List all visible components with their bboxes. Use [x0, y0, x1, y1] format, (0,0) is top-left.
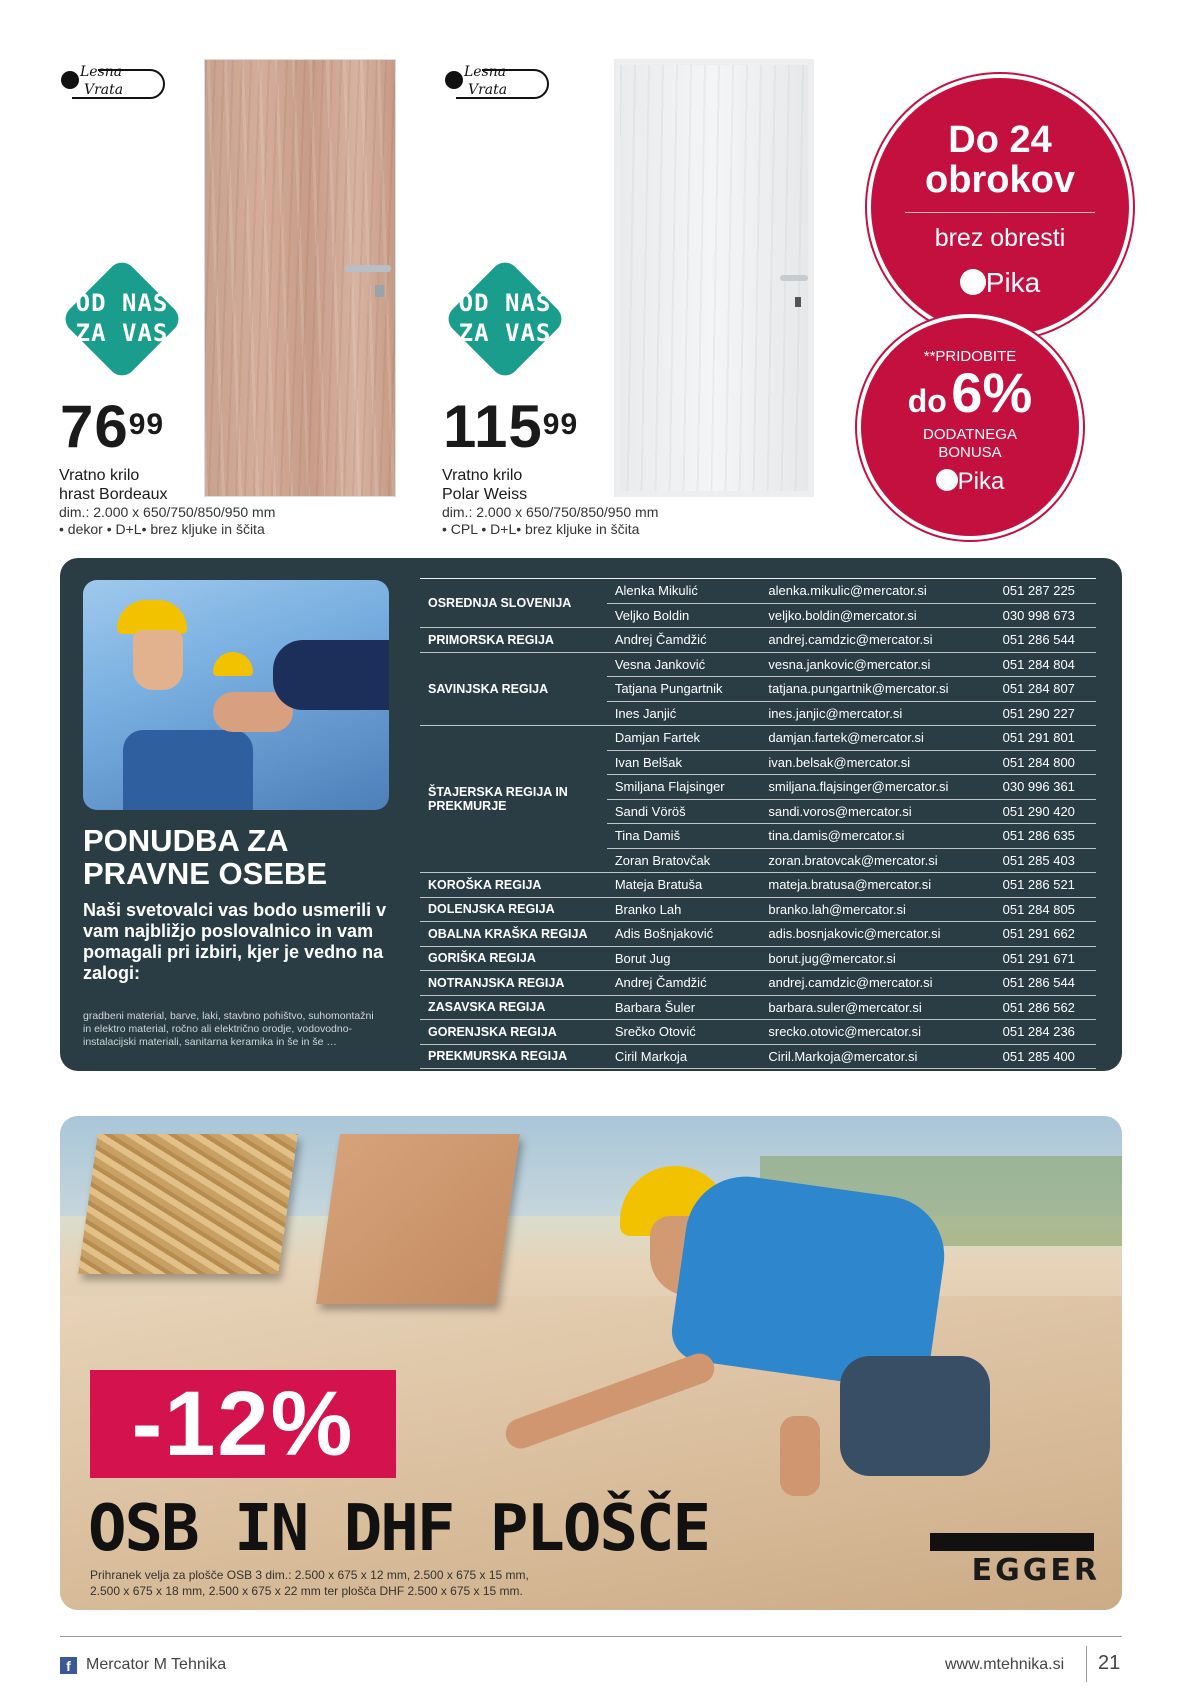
handshake-photo: [83, 580, 389, 810]
price-polar-weiss: [443, 393, 579, 460]
bonus-value: 6%: [951, 361, 1033, 424]
contact-phone[interactable]: 030 996 361: [995, 775, 1096, 800]
contact-name: Branko Lah: [607, 897, 761, 922]
region-name: PRIMORSKA REGIJA: [420, 628, 607, 653]
product-info-bordeaux: [59, 466, 275, 538]
product-features: • dekor • D+L• brez kljuke in ščita: [59, 521, 265, 537]
contact-email[interactable]: tina.damis@mercator.si: [760, 824, 994, 849]
business-title: [83, 824, 327, 890]
contact-email[interactable]: andrej.camdzic@mercator.si: [760, 971, 994, 996]
contact-row: [420, 1020, 1096, 1045]
region-name: OBALNA KRAŠKA REGIJA: [420, 922, 607, 947]
contact-name: Ciril Markoja: [607, 1044, 761, 1069]
contact-email[interactable]: ivan.belsak@mercator.si: [760, 750, 994, 775]
contact-row: [420, 579, 1096, 604]
pika-text: Pika: [957, 468, 1005, 495]
financing-divider: [905, 212, 1095, 213]
contact-phone[interactable]: 051 286 635: [995, 824, 1096, 849]
logo-line1: Lesna: [80, 64, 123, 80]
contact-phone[interactable]: 051 285 403: [995, 848, 1096, 873]
contact-phone[interactable]: 051 284 807: [995, 677, 1096, 702]
od-nas-za-vas-badge: [57, 254, 187, 384]
od-nas-za-vas-badge-2: [440, 254, 570, 384]
footer-url[interactable]: www.mtehnika.si: [945, 1656, 1065, 1673]
contact-row: [420, 995, 1096, 1020]
contact-row: [420, 873, 1096, 898]
osb-board-image: [78, 1134, 298, 1274]
contact-phone[interactable]: 051 290 227: [995, 701, 1096, 726]
contact-row: [420, 897, 1096, 922]
facebook-icon[interactable]: f: [60, 1657, 77, 1674]
contact-phone[interactable]: 030 998 673: [995, 603, 1096, 628]
contact-name: Smiljana Flajsinger: [607, 775, 761, 800]
financing-circle: [871, 78, 1129, 336]
region-name: OSREDNJA SLOVENIJA: [420, 579, 607, 628]
price-dec: 99: [128, 408, 165, 441]
price-bordeaux: [60, 393, 165, 460]
contact-phone[interactable]: 051 286 562: [995, 995, 1096, 1020]
price-int: 76: [60, 393, 129, 460]
footer-page-divider: [1086, 1646, 1087, 1682]
contact-name: Mateja Bratuša: [607, 873, 761, 898]
bonus-line3: DODATNEGA: [923, 426, 1017, 443]
door-lock: [795, 297, 801, 307]
contact-name: Borut Jug: [607, 946, 761, 971]
contact-phone[interactable]: 051 287 225: [995, 579, 1096, 604]
region-name: GORENJSKA REGIJA: [420, 1020, 607, 1045]
contact-email[interactable]: barbara.suler@mercator.si: [760, 995, 994, 1020]
region-name: PREKMURSKA REGIJA: [420, 1044, 607, 1069]
door-handle: [780, 275, 808, 281]
page-number: 21: [1098, 1652, 1121, 1674]
region-name: ZASAVSKA REGIJA: [420, 995, 607, 1020]
egger-logo-bar: [930, 1533, 1094, 1551]
door-image-polar-weiss: [614, 59, 814, 497]
contact-phone[interactable]: 051 284 236: [995, 1020, 1096, 1045]
contact-email[interactable]: tatjana.pungartnik@mercator.si: [760, 677, 994, 702]
pika-logo: [861, 468, 1079, 496]
logo-line2: Vrata: [468, 82, 508, 98]
contact-row: [420, 971, 1096, 996]
badge-line1: OD NAS: [458, 289, 552, 317]
promo-note-line1: Prihranek velja za plošče OSB 3 dim.: 2.500 x 675 x 12 mm, 2.500 x 675 x 15 mm,: [90, 1568, 529, 1582]
contact-row: [420, 652, 1096, 677]
contact-phone[interactable]: 051 290 420: [995, 799, 1096, 824]
footer-divider: [60, 1636, 1122, 1637]
contact-phone[interactable]: 051 284 805: [995, 897, 1096, 922]
discount-value: -12%: [131, 1373, 355, 1475]
contact-email[interactable]: vesna.jankovic@mercator.si: [760, 652, 994, 677]
contact-email[interactable]: branko.lah@mercator.si: [760, 897, 994, 922]
bonus-line4: BONUSA: [938, 444, 1002, 461]
contact-phone[interactable]: 051 291 801: [995, 726, 1096, 751]
financing-line1: Do 24: [948, 119, 1052, 161]
contact-name: Adis Bošnjaković: [607, 922, 761, 947]
price-dec: 99: [542, 408, 579, 441]
contact-email[interactable]: damjan.fartek@mercator.si: [760, 726, 994, 751]
contact-phone[interactable]: 051 284 804: [995, 652, 1096, 677]
contact-row: [420, 628, 1096, 653]
contact-name: Alenka Mikulić: [607, 579, 761, 604]
contact-phone[interactable]: 051 285 400: [995, 1044, 1096, 1069]
product-name-line2: hrast Bordeaux: [59, 486, 168, 503]
region-name: DOLENJSKA REGIJA: [420, 897, 607, 922]
contact-phone[interactable]: 051 291 662: [995, 922, 1096, 947]
region-name: ŠTAJERSKA REGIJA IN PREKMURJE: [420, 726, 607, 873]
contact-name: Andrej Čamdžić: [607, 628, 761, 653]
contact-email[interactable]: zoran.bratovcak@mercator.si: [760, 848, 994, 873]
door-handle: [345, 265, 391, 272]
contact-email[interactable]: veljko.boldin@mercator.si: [760, 603, 994, 628]
business-title-line1: PONUDBA ZA: [83, 823, 289, 858]
contact-name: Vesna Janković: [607, 652, 761, 677]
promo-note-line2: 2.500 x 675 x 18 mm, 2.500 x 675 x 22 mm ter plošča DHF 2.500 x 675 x 15 mm.: [90, 1584, 523, 1598]
pika-logo: [871, 268, 1129, 298]
bonus-circle: [861, 318, 1079, 536]
contact-email[interactable]: andrej.camdzic@mercator.si: [760, 628, 994, 653]
product-dims: dim.: 2.000 x 650/750/850/950 mm: [442, 504, 659, 520]
door-image-bordeaux: [204, 59, 396, 497]
contact-name: Sandi Vöröš: [607, 799, 761, 824]
contact-email[interactable]: smiljana.flajsinger@mercator.si: [760, 775, 994, 800]
contact-name: Barbara Šuler: [607, 995, 761, 1020]
contact-phone[interactable]: 051 286 544: [995, 971, 1096, 996]
contact-phone[interactable]: 051 286 544: [995, 628, 1096, 653]
business-title-line2: PRAVNE OSEBE: [83, 856, 328, 891]
contact-name: Ivan Belšak: [607, 750, 761, 775]
contact-row: [420, 922, 1096, 947]
contact-phone[interactable]: 051 284 800: [995, 750, 1096, 775]
region-name: GORIŠKA REGIJA: [420, 946, 607, 971]
contact-phone[interactable]: 051 291 671: [995, 946, 1096, 971]
promo-note: [90, 1567, 529, 1599]
price-int: 115: [443, 393, 543, 460]
contact-name: Tatjana Pungartnik: [607, 677, 761, 702]
product-name-line2: Polar Weiss: [442, 486, 528, 503]
contact-email[interactable]: alenka.mikulic@mercator.si: [760, 579, 994, 604]
contact-email[interactable]: mateja.bratusa@mercator.si: [760, 873, 994, 898]
product-dims: dim.: 2.000 x 650/750/850/950 mm: [59, 504, 276, 520]
logo-line2: Vrata: [84, 82, 124, 98]
footer-facebook-page[interactable]: Mercator M Tehnika: [86, 1656, 227, 1673]
badge-line1: OD NAS: [75, 289, 169, 317]
contact-email[interactable]: adis.bosnjakovic@mercator.si: [760, 922, 994, 947]
lesna-vrata-logo-2: [442, 60, 552, 104]
discount-badge: [90, 1370, 396, 1478]
contacts-table: [420, 578, 1096, 1069]
financing-line2: obrokov: [925, 159, 1075, 201]
region-name: KOROŠKA REGIJA: [420, 873, 607, 898]
contact-email[interactable]: borut.jug@mercator.si: [760, 946, 994, 971]
bonus-line1: **PRIDOBITE: [923, 348, 1017, 365]
contact-name: Andrej Čamdžić: [607, 971, 761, 996]
contact-name: Ines Janjić: [607, 701, 761, 726]
pika-text: Pika: [985, 267, 1041, 298]
contact-email[interactable]: ines.janjic@mercator.si: [760, 701, 994, 726]
contact-email[interactable]: Ciril.Markoja@mercator.si: [760, 1044, 994, 1069]
dhf-board-image: [316, 1134, 520, 1304]
badge-line2: ZA VAS: [75, 319, 169, 347]
product-info-polar-weiss: [442, 466, 658, 538]
region-name: NOTRANJSKA REGIJA: [420, 971, 607, 996]
lesna-vrata-logo: [58, 60, 168, 104]
badge-line2: ZA VAS: [458, 319, 552, 347]
region-name: SAVINJSKA REGIJA: [420, 652, 607, 726]
contact-name: Zoran Bratovčak: [607, 848, 761, 873]
business-note: gradbeni material, barve, laki, stavbno pohištvo, suhomontažni in elektro material, ročno ali električno orodje, vodovodno-instalacijski materiali, sanitarna keramika in še in še …: [83, 1010, 374, 1048]
logo-line1: Lesna: [464, 64, 507, 80]
contact-phone[interactable]: 051 286 521: [995, 873, 1096, 898]
egger-logo: EGGER: [971, 1553, 1100, 1588]
bonus-do: do: [907, 383, 947, 419]
promo-title: OSB IN DHF PLOŠČE: [88, 1492, 710, 1566]
contact-email[interactable]: sandi.voros@mercator.si: [760, 799, 994, 824]
contact-name: Tina Damiš: [607, 824, 761, 849]
contact-row: [420, 946, 1096, 971]
contact-row: [420, 1044, 1096, 1069]
contact-name: Veljko Boldin: [607, 603, 761, 628]
financing-line3: brez obresti: [934, 224, 1066, 252]
contact-name: Damjan Fartek: [607, 726, 761, 751]
contact-email[interactable]: srecko.otovic@mercator.si: [760, 1020, 994, 1045]
door-lock: [375, 285, 384, 297]
product-name-line1: Vratno krilo: [59, 467, 140, 484]
product-features: • CPL • D+L• brez kljuke in ščita: [442, 521, 640, 537]
contact-row: [420, 726, 1096, 751]
contact-name: Srečko Otović: [607, 1020, 761, 1045]
product-name-line1: Vratno krilo: [442, 467, 523, 484]
business-subtitle: Naši svetovalci vas bodo usmerili v vam najbližjo poslovalnico in vam pomagali pri izbiri, kjer je vedno na zalogi:: [83, 900, 387, 983]
